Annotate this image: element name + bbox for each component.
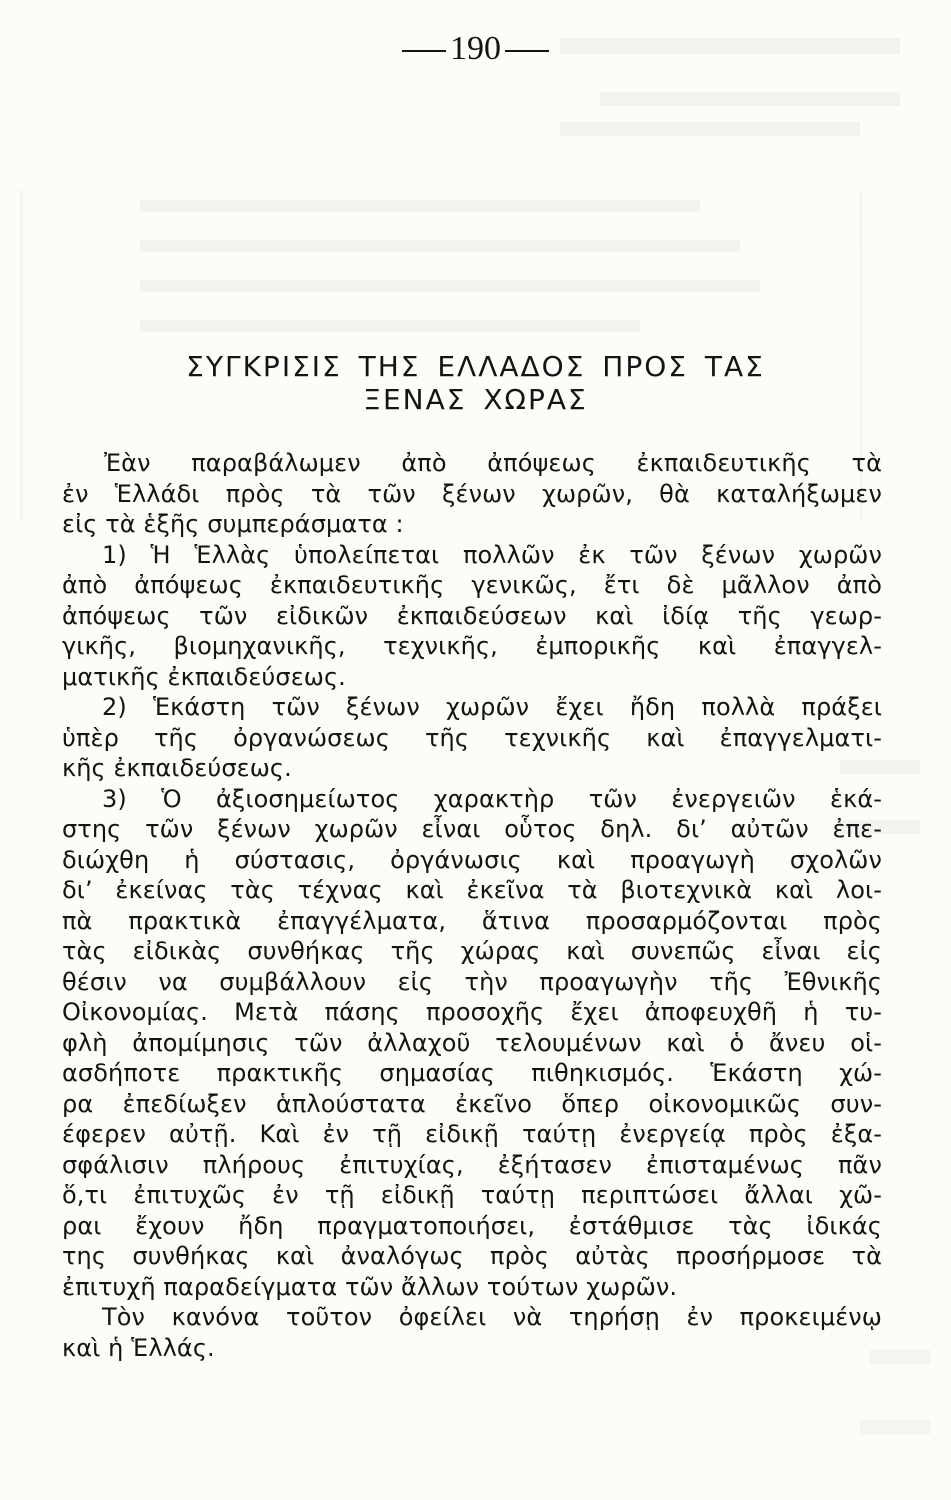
text-line: θέσιν να συμβάλλουν εἰς τὴν προαγωγὴν τῆς Ἐθνικῆς (62, 967, 882, 996)
text-line: εἰς τὰ ἑξῆς συμπεράσματα : (62, 510, 404, 538)
text-line: ἐπιτυχῆ παραδείγματα τῶν ἄλλων τούτων χωρῶν. (62, 1272, 678, 1301)
page-number-right-rule (505, 50, 549, 52)
text-line: ἀπόψεως τῶν εἰδικῶν ἐκπαιδεύσεων καὶ ἰδίᾳ τῆς γεωρ- (62, 601, 882, 630)
text-line: ἐν Ἑλλάδι πρὸς τὰ τῶν ξένων χωρῶν, θὰ καταλήξωμεν (62, 479, 882, 508)
body-text (62, 448, 882, 1363)
text-line: δι’ ἐκείνας τὰς τέχνας καὶ ἐκεῖνα τὰ βιοτεχνικὰ καὶ λοι- (62, 876, 882, 904)
text-line: γικῆς, βιομηχανικῆς, τεχνικῆς, ἐμπορικῆς καὶ ἐπαγγελ- (62, 632, 882, 660)
text-line: ὑπὲρ τῆς ὀργανώσεως τῆς τεχνικῆς καὶ ἐπαγγελματι- (62, 723, 882, 752)
text-line: 2) Ἑκάστη τῶν ξένων χωρῶν ἔχει ἤδη πολλὰ πράξει (102, 693, 882, 721)
text-line: ραι ἔχουν ἤδη πραγματοποιήσει, ἐστάθμισε τὰς ἰδικάς (62, 1211, 882, 1240)
text-line: ὅ,τι ἐπιτυχῶς ἐν τῇ εἰδικῇ ταύτῃ περιπτώσει ἄλλαι χῶ- (62, 1181, 882, 1209)
text-line: Οἰκονομίας. Μετὰ πάσης προσοχῆς ἔχει ἀποφευχθῆ ἡ τυ- (62, 998, 882, 1026)
text-line: τὰς εἰδικὰς συνθήκας τῆς χώρας καὶ συνεπῶς εἶναι εἰς (62, 937, 882, 965)
text-line: ἀπὸ ἀπόψεως ἐκπαιδευτικῆς γενικῶς, ἔτι δὲ μᾶλλον ἀπὸ (62, 571, 882, 599)
text-line: καὶ ἡ Ἑλλάς. (62, 1333, 215, 1362)
chapter-title-line-1: ΣΥΓΚΡΙΣΙΣ ΤΗΣ ΕΛΛΑΔΟΣ ΠΡΟΣ ΤΑΣ (186, 350, 765, 383)
text-line: ρα ἐπεδίωξεν ἁπλούστατα ἐκεῖνο ὅπερ οἰκονομικῶς συν- (62, 1089, 882, 1118)
page-number-text: 190 (450, 30, 501, 67)
text-line: 1) Ἡ Ἑλλὰς ὑπολείπεται πολλῶν ἐκ τῶν ξένων χωρῶν (102, 540, 882, 569)
text-line: φλὴ ἀπομίμησις τῶν ἀλλαχοῦ τελουμένων καὶ ὁ ἄνευ οἱ- (62, 1028, 882, 1057)
text-line: κῆς ἐκπαιδεύσεως. (62, 754, 292, 782)
text-line: διώχθη ἡ σύστασις, ὀργάνωσις καὶ προαγωγὴ σχολῶν (62, 845, 882, 874)
page-number (0, 30, 951, 68)
text-line: έφερεν αὐτῇ. Καὶ ἐν τῇ εἰδικῇ ταύτῃ ἐνεργείᾳ πρὸς ἐξα- (62, 1120, 882, 1148)
page-number-left-rule (402, 50, 446, 52)
text-line: 3) Ὁ ἀξιοσημείωτος χαρακτὴρ τῶν ἐνεργειῶν ἑκά- (102, 784, 882, 813)
text-line: ασδήποτε πρακτικῆς σημασίας πιθηκισμός. Ἑκάστη χώ- (62, 1059, 882, 1087)
text-line: ματικῆς ἐκπαιδεύσεως. (62, 662, 346, 691)
text-line: της συνθήκας καὶ ἀναλόγως πρὸς αὐτὰς προσήρμοσε τὰ (62, 1242, 882, 1270)
text-line: Τὸν κανόνα τοῦτον ὀφείλει νὰ τηρήσῃ ἐν προκειμένῳ (102, 1303, 882, 1331)
text-line: στης τῶν ξένων χωρῶν εἶναι οὗτος δηλ. δι’ αὐτῶν ἐπε- (62, 815, 882, 843)
text-line: σφάλισιν πλήρους ἐπιτυχίας, ἐξήτασεν ἐπισταμένως πᾶν (62, 1150, 882, 1179)
text-line: Ἐὰν παραβάλωμεν ἀπὸ ἀπόψεως ἐκπαιδευτικῆς τὰ (104, 449, 882, 477)
chapter-title-line-2: ΞΕΝΑΣ ΧΩΡΑΣ (363, 383, 588, 416)
text-line: πὰ πρακτικὰ ἐπαγγέλματα, ἅτινα προσαρμόζονται πρὸς (62, 906, 882, 935)
